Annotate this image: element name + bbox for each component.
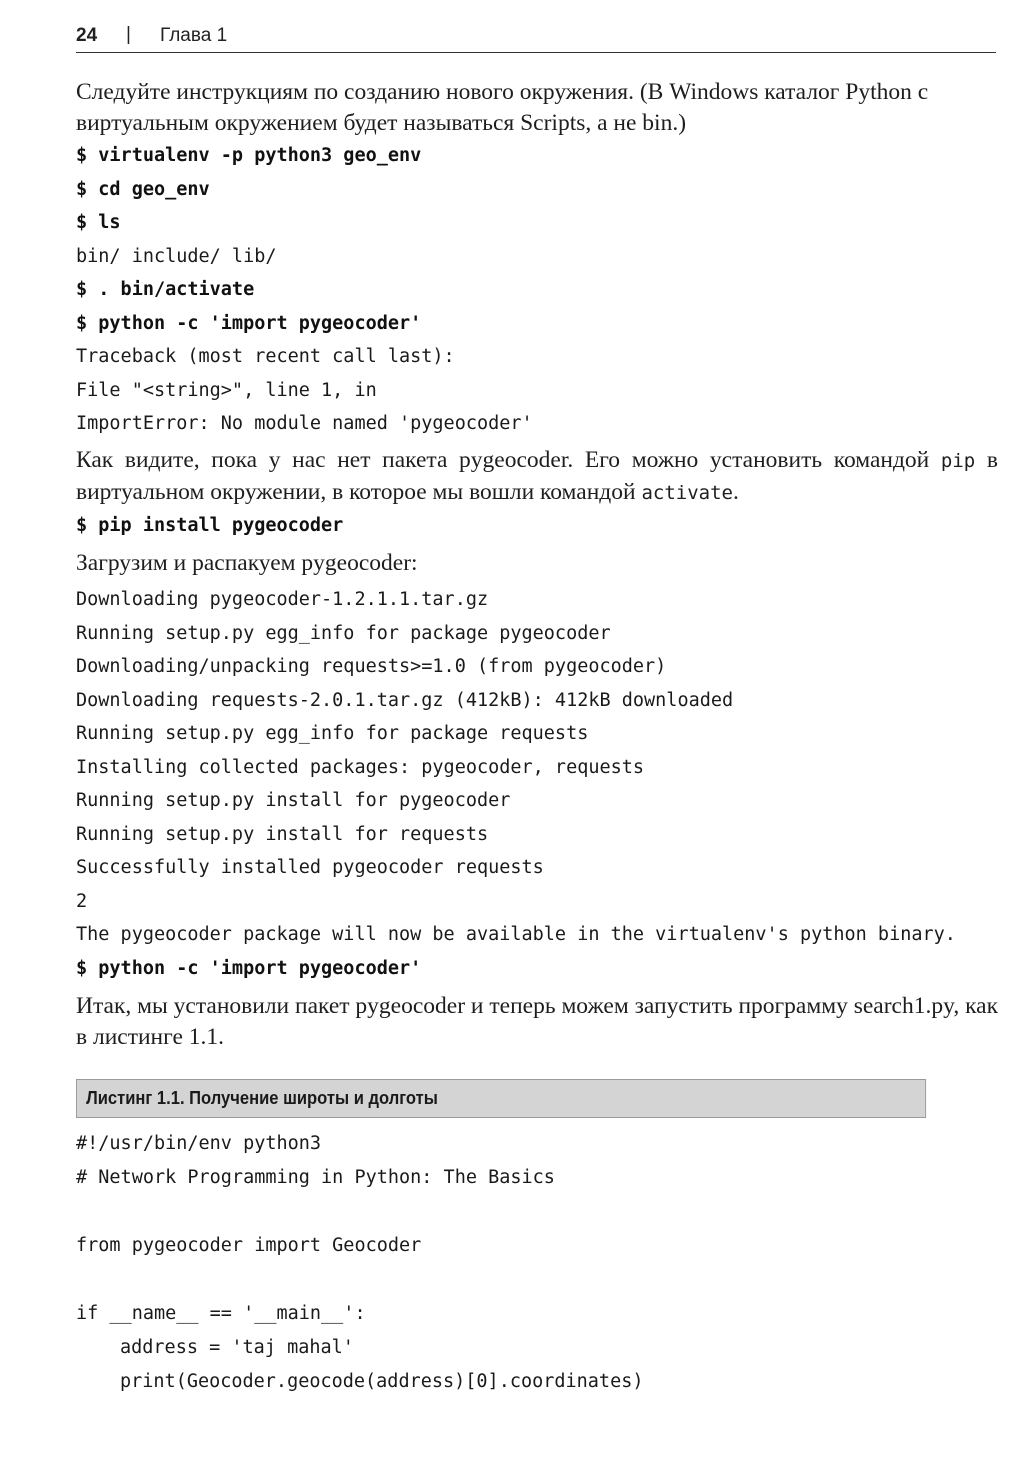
terminal-line: Downloading/unpacking requests>=1.0 (from pygeocoder)	[76, 656, 667, 677]
header-separator: |	[126, 24, 131, 45]
terminal-line: Running setup.py egg_info for package requests	[76, 723, 589, 744]
terminal-line: $ python -c 'import pygeocoder'	[76, 957, 422, 979]
terminal-line: Running setup.py install for requests	[76, 823, 489, 845]
inline-code-activate: activate	[641, 482, 733, 504]
listing-title: Листинг 1.1. Получение широты и долготы	[76, 1079, 926, 1118]
terminal-line: ImportError: No module named 'pygeocoder'	[76, 413, 533, 434]
terminal-line: $ virtualenv -p python3 geo_env	[76, 145, 422, 166]
listing-code-line	[76, 1263, 643, 1297]
terminal-line: Downloading pygeocoder-1.2.1.1.tar.gz	[76, 589, 489, 610]
terminal-line: Downloading requests-2.0.1.tar.gz (412kB): 412kB downloaded	[76, 689, 734, 711]
terminal-line: Running setup.py install for pygeocoder	[76, 790, 511, 811]
book-page	[76, 0, 1002, 1458]
terminal-block-2	[76, 583, 956, 985]
terminal-block-1	[76, 139, 533, 441]
page-number: 24	[76, 25, 98, 46]
middle-paragraph-text-2: в виртуальном окружении, в которое мы вошли командой	[76, 447, 998, 505]
terminal-line: Running setup.py egg_info for package pygeocoder	[76, 622, 611, 644]
terminal-line: Traceback (most recent call last):	[76, 346, 455, 367]
terminal-line: $ . bin/activate	[76, 279, 255, 300]
inline-code-pip: pip	[940, 450, 976, 472]
listing-code-line	[76, 1195, 643, 1229]
chapter-title: Глава 1	[160, 25, 228, 46]
listing-code-line: print(Geocoder.geocode(address)[0].coordinates)	[120, 1371, 644, 1392]
listing-code-line: if __name__ == '__main__':	[76, 1303, 366, 1324]
terminal-line: $ python -c 'import pygeocoder'	[76, 312, 422, 334]
listing-code-line: #!/usr/bin/env python3	[76, 1133, 322, 1154]
download-paragraph: Загрузим и распакуем pygeocoder:	[76, 550, 418, 576]
page-header	[76, 22, 996, 53]
pip-command: $ pip install pygeocoder	[76, 515, 344, 536]
listing-code	[76, 1127, 643, 1399]
terminal-line: The pygeocoder package will now be available in the virtualenv's python binary.	[76, 924, 956, 945]
middle-paragraph	[76, 445, 998, 509]
terminal-line: $ ls	[76, 212, 121, 233]
closing-paragraph: Итак, мы установили пакет pygeocoder и теперь можем запустить программу search1.py, как в листинге 1.1.	[76, 993, 998, 1050]
terminal-line: $ cd geo_env	[76, 178, 210, 200]
terminal-line: 2	[76, 890, 88, 912]
pip-command-block	[76, 509, 343, 543]
terminal-line: Installing collected packages: pygeocoder, requests	[76, 756, 645, 778]
intro-paragraph: Следуйте инструкциям по созданию нового окружения. (В Windows каталог Python с виртуальным окружением будет называться Scripts, а не bin.)	[76, 79, 929, 136]
terminal-line: bin/ include/ lib/	[76, 245, 277, 267]
terminal-line: File "<string>", line 1, in	[76, 379, 377, 401]
middle-paragraph-text-1: Как видите, пока у нас нет пакета pygeocoder. Его можно установить командой	[76, 447, 941, 473]
listing-code-line: # Network Programming in Python: The Basics	[76, 1167, 555, 1188]
listing-code-line: address = 'taj mahal'	[120, 1337, 354, 1358]
listing-code-line: from pygeocoder import Geocoder	[76, 1235, 422, 1256]
terminal-line: Successfully installed pygeocoder requests	[76, 857, 544, 878]
middle-paragraph-text-3: .	[732, 479, 739, 505]
